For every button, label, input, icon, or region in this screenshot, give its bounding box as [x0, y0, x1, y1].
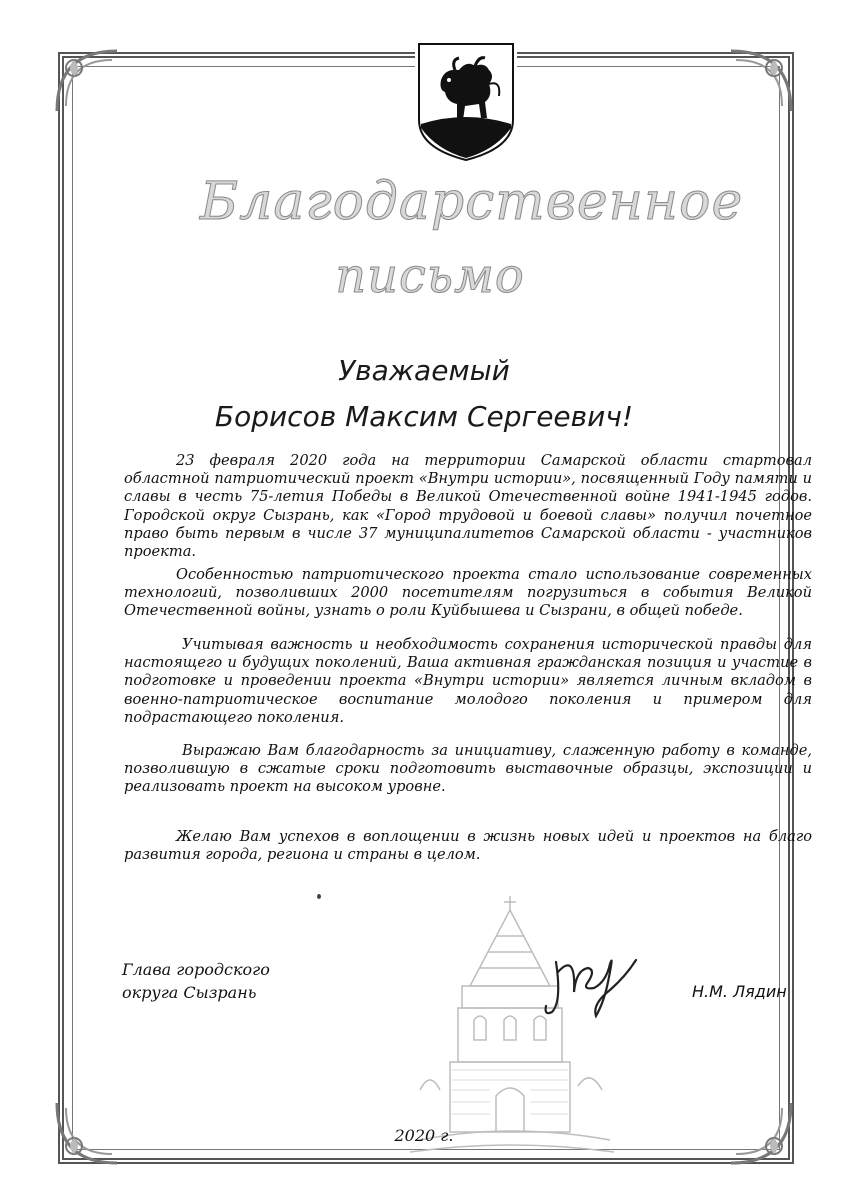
letter-paragraph: Желаю Вам успехов в воплощении в жизнь новых идей и проектов на благо развития города, региона и страны в целом. [124, 828, 812, 864]
letter-year: 2020 г. [394, 1126, 454, 1145]
greeting-salutation: Уважаемый [338, 354, 510, 387]
letter-paragraph: Особенностью патриотического проекта стало использование современных технологий, позволивших 2000 посетителям погрузиться в события Великой Отечественной войны, узнать о роли Куйбышева и Сызрани, в общей победе. [124, 566, 812, 620]
signer-name: Н.М. Лядин [692, 982, 787, 1001]
letter-title-line1: Благодарственное [200, 172, 744, 232]
letter-paragraph: Учитывая важность и необходимость сохранения исторической правды для настоящего и будущих поколений, Ваша активная гражданская позиция и участие в подготовке и проведении проекта «Внутри истории» является личным вкладом в военно-патриотическое воспитание молодого поколения и примером для подрастающего поколения. [124, 636, 812, 726]
letter-title-line2: письмо [335, 248, 525, 304]
corner-ornament-top-right-icon [726, 46, 796, 116]
signer-position-line2: округа Сызрань [122, 983, 257, 1002]
syzran-coat-of-arms-bull-icon [415, 40, 517, 162]
ink-dot [317, 894, 321, 899]
signer-position [122, 958, 270, 1004]
recipient-name: Борисов Максим Сергеевич! [214, 400, 634, 433]
corner-ornament-top-left-icon [52, 46, 122, 116]
kremlin-tower-drawing-icon [400, 890, 620, 1160]
signer-position-line1: Глава городского [122, 960, 270, 979]
letter-paragraph: 23 февраля 2020 года на территории Самарской области стартовал областной патриотический проект «Внутри истории», посвященный Году памяти и славы в честь 75-летия Победы в Великой Отечественной войне 1941-1945 годов. Городской округ Сызрань, как «Город трудовой и боевой славы» получил почетное право быть первым в числе 37 муниципалитетов Самарской области - участников проекта. [124, 452, 812, 561]
letter-paragraph: Выражаю Вам благодарность за инициативу, слаженную работу в команде, позволившую в сжатые сроки подготовить выставочные образцы, экспозиции и реализовать проект на высоком уровне. [124, 742, 812, 796]
handwritten-signature-icon [536, 942, 646, 1022]
